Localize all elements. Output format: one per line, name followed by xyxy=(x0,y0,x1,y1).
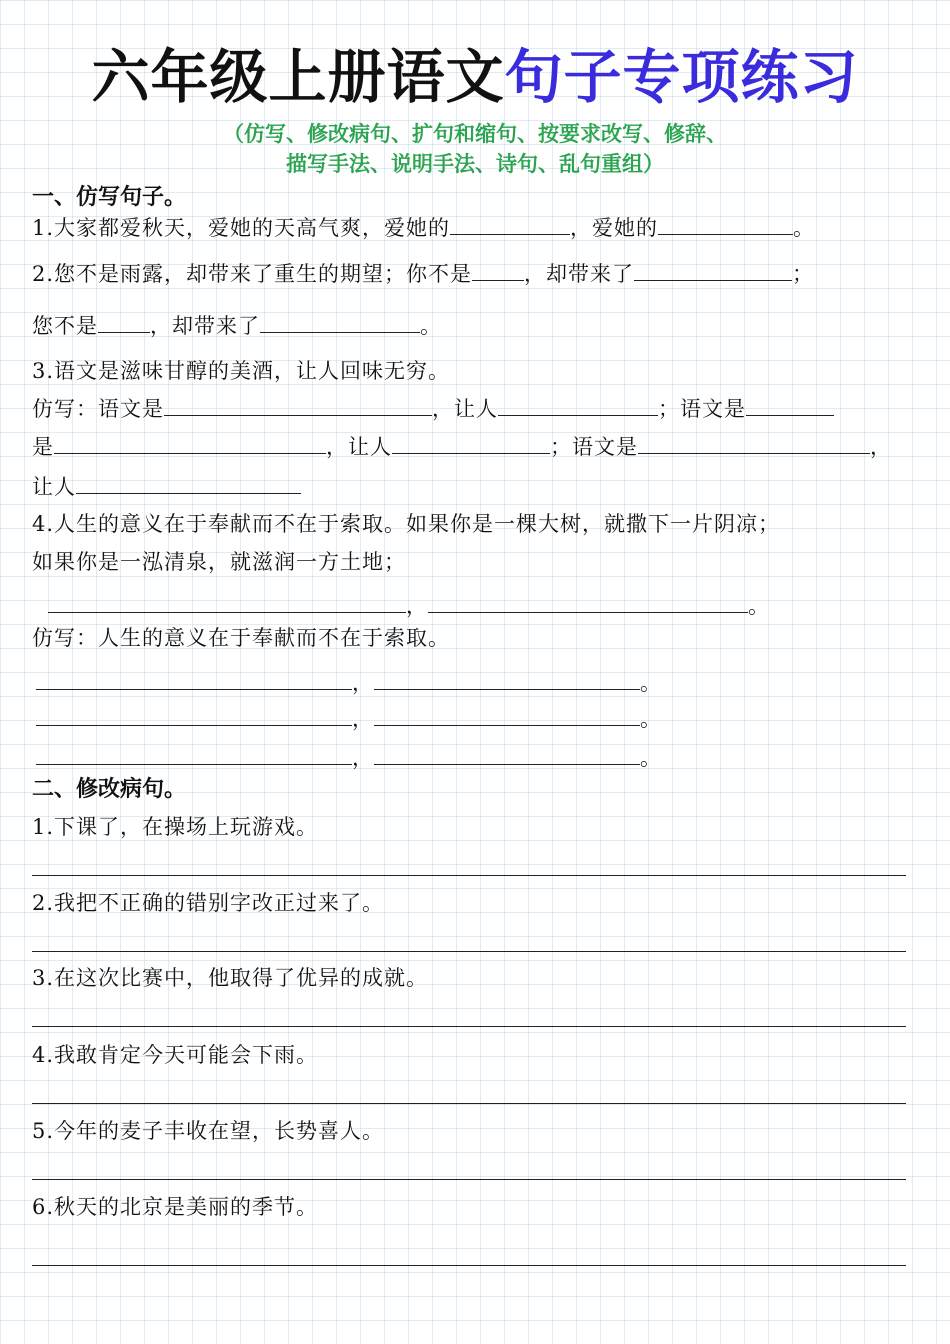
q4-blank-5[interactable] xyxy=(36,705,352,726)
q3-blank-5[interactable] xyxy=(392,433,550,454)
q1-blank-1[interactable] xyxy=(450,214,570,235)
s2-item-5: 5.今年的麦子丰收在望，长势喜人。 xyxy=(32,1119,385,1143)
s2-item-4: 4.我敢肯定今天可能会下雨。 xyxy=(32,1043,319,1067)
title-part2: 句子专项练习 xyxy=(504,43,859,111)
q3-text-h: 让人 xyxy=(32,475,76,499)
s2-answer-line-2[interactable] xyxy=(32,951,906,952)
q3-blank-3[interactable] xyxy=(746,395,834,416)
q1-text-c: 。 xyxy=(793,216,816,240)
q4-text-2: 如果你是一泓清泉，就滋润一方土地； xyxy=(32,550,406,574)
s2-answer-line-1[interactable] xyxy=(32,875,906,876)
s2-answer-line-6[interactable] xyxy=(32,1265,906,1266)
q4-blank-1[interactable] xyxy=(48,592,406,613)
q4-prompt: 仿写：人生的意义在于奉献而不在于索取。 xyxy=(32,626,450,650)
q4-blank-7[interactable] xyxy=(36,744,352,765)
q2-text-d: 您不是 xyxy=(32,314,98,338)
q4-end: 。 xyxy=(748,594,770,618)
subtitle-line1: （仿写、修改病句、扩句和缩句、按要求改写、修辞、 xyxy=(223,121,727,146)
q1-blank-2[interactable] xyxy=(658,214,793,235)
q1-text-a: 1.大家都爱秋天，爱她的天高气爽，爱她的 xyxy=(32,216,451,240)
q4-answer-row-4 xyxy=(36,742,662,772)
q2-text-f: 。 xyxy=(420,314,442,338)
q3-text-c: ；语文是 xyxy=(658,397,746,421)
q3-text-a: 仿写：语文是 xyxy=(32,397,164,421)
q2-blank-3[interactable] xyxy=(98,312,150,333)
q3-line-2 xyxy=(32,431,892,461)
q4-blank-4[interactable] xyxy=(374,669,640,690)
q3-line-3 xyxy=(32,471,301,501)
q3-text: 3.语文是滋味甘醇的美酒，让人回味无穷。 xyxy=(32,359,451,383)
q2-text-e: ，却带来了 xyxy=(150,314,260,338)
q3-blank-2[interactable] xyxy=(498,395,658,416)
q2-line-1 xyxy=(32,258,814,288)
q4-answer-row-2 xyxy=(36,667,662,697)
q2-text-b: ，却带来了 xyxy=(524,262,635,286)
q4-blank-2[interactable] xyxy=(428,592,748,613)
q4-blank-8[interactable] xyxy=(374,744,640,765)
s2-item-3: 3.在这次比赛中，他取得了优异的成就。 xyxy=(32,966,429,990)
q2-text-a: 2.您不是雨露，却带来了重生的期望；你不是 xyxy=(32,262,473,286)
q3-blank-6[interactable] xyxy=(638,433,870,454)
q4-comma-2: ， xyxy=(352,671,374,695)
section1-heading: 一、仿写句子。 xyxy=(32,184,187,210)
q3-blank-7[interactable] xyxy=(76,473,301,494)
s2-item-2: 2.我把不正确的错别字改正过来了。 xyxy=(32,891,385,915)
s2-answer-line-3[interactable] xyxy=(32,1026,906,1027)
q4-blank-3[interactable] xyxy=(36,669,352,690)
q3-line-1 xyxy=(32,393,834,423)
q4-answer-row-3 xyxy=(36,703,662,733)
page-title xyxy=(0,30,950,114)
s2-item-1: 1.下课了，在操场上玩游戏。 xyxy=(32,815,319,839)
q4-blank-6[interactable] xyxy=(374,705,640,726)
q3-blank-1[interactable] xyxy=(164,395,432,416)
section2-heading: 二、修改病句。 xyxy=(32,776,187,802)
q4-end-3: 。 xyxy=(640,707,662,731)
q3-text-b: ，让人 xyxy=(432,397,498,421)
q2-blank-4[interactable] xyxy=(260,312,420,333)
s2-item-6: 6.秋天的北京是美丽的季节。 xyxy=(32,1195,319,1219)
q2-line-2 xyxy=(32,310,442,340)
q4-answer-row-1 xyxy=(48,590,770,620)
q1-line xyxy=(32,212,815,242)
q1-text-b: ，爱她的 xyxy=(570,216,659,240)
s2-answer-line-4[interactable] xyxy=(32,1103,906,1104)
q3-text-d: 是 xyxy=(32,435,54,459)
q3-text-e: ，让人 xyxy=(326,435,392,459)
s2-answer-line-5[interactable] xyxy=(32,1179,906,1180)
q4-comma-3: ， xyxy=(352,707,374,731)
title-part1: 六年级上册语文 xyxy=(91,43,505,111)
q3-text-f: ；语文是 xyxy=(550,435,638,459)
subtitle-line2: 描写手法、说明手法、诗句、乱句重组） xyxy=(286,151,664,176)
q3-text-g: ， xyxy=(870,435,892,459)
q4-end-4: 。 xyxy=(640,746,662,770)
q2-blank-1[interactable] xyxy=(472,260,524,281)
q3-blank-4[interactable] xyxy=(54,433,326,454)
q2-text-c: ； xyxy=(792,262,815,286)
q2-blank-2[interactable] xyxy=(634,260,792,281)
q4-comma-4: ， xyxy=(352,746,374,770)
q4-comma: ， xyxy=(406,594,428,618)
q4-end-2: 。 xyxy=(640,671,662,695)
q4-text-1: 4.人生的意义在于奉献而不在于索取。如果你是一棵大树，就撒下一片阴凉； xyxy=(32,512,781,536)
